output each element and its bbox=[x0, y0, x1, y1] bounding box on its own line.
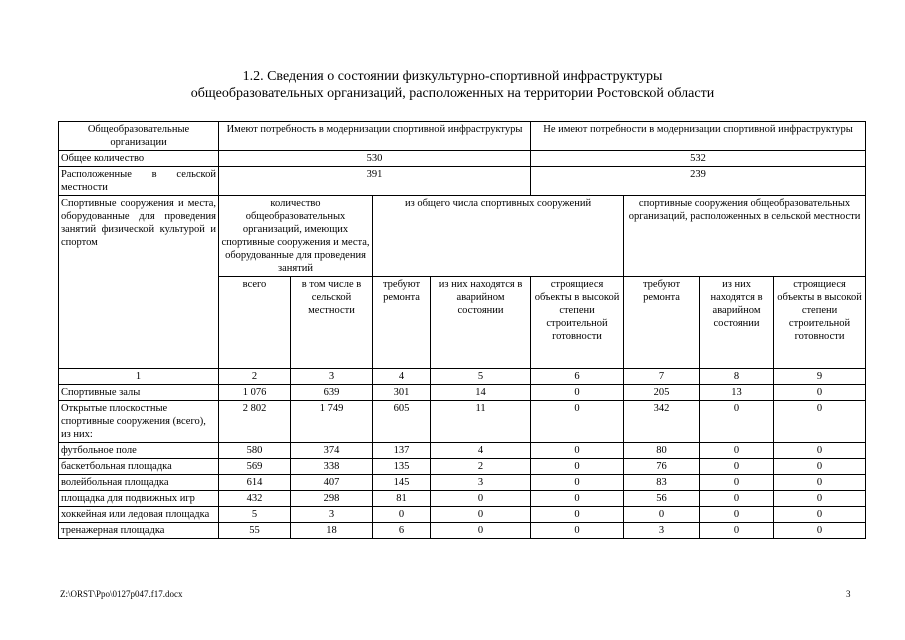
row-label-cell: футбольное поле bbox=[59, 443, 219, 459]
rural-group-cell: спортивные сооружения общеобразовательных организаций, расположенных в сельской местности bbox=[624, 196, 866, 277]
subheader-cell: строящиеся объекты в высокой степени строительной готовности bbox=[531, 277, 624, 369]
table-row bbox=[59, 401, 866, 443]
subheader-cell: всего bbox=[219, 277, 291, 369]
row-label-cell: тренажерная площадка bbox=[59, 523, 219, 539]
subheader-cell: строящиеся объекты в высокой степени строительной готовности bbox=[774, 277, 866, 369]
value-cell: 135 bbox=[373, 459, 431, 475]
value-cell: 0 bbox=[774, 385, 866, 401]
column-number: 6 bbox=[531, 369, 624, 385]
value-cell: 0 bbox=[531, 507, 624, 523]
table-row bbox=[59, 507, 866, 523]
table-row bbox=[59, 122, 866, 151]
table-row bbox=[59, 167, 866, 196]
rural-need-cell: 391 bbox=[219, 167, 531, 196]
value-cell: 137 bbox=[373, 443, 431, 459]
value-cell: 298 bbox=[291, 491, 373, 507]
value-cell: 374 bbox=[291, 443, 373, 459]
table-row bbox=[59, 523, 866, 539]
value-cell: 342 bbox=[624, 401, 700, 443]
value-cell: 0 bbox=[700, 459, 774, 475]
value-cell: 81 bbox=[373, 491, 431, 507]
value-cell: 0 bbox=[531, 385, 624, 401]
value-cell: 614 bbox=[219, 475, 291, 491]
column-number: 3 bbox=[291, 369, 373, 385]
value-cell: 2 bbox=[431, 459, 531, 475]
value-cell: 5 bbox=[219, 507, 291, 523]
title-line-2: общеобразовательных организаций, расположенных на территории Ростовской области bbox=[190, 86, 715, 101]
total-noneed-cell: 532 bbox=[531, 151, 866, 167]
table-row bbox=[59, 443, 866, 459]
column-number: 5 bbox=[431, 369, 531, 385]
subheader-cell: в том числе в сельской местности bbox=[291, 277, 373, 369]
table-row bbox=[59, 475, 866, 491]
data-rows bbox=[59, 385, 866, 539]
value-cell: 0 bbox=[531, 491, 624, 507]
value-cell: 0 bbox=[431, 507, 531, 523]
value-cell: 18 bbox=[291, 523, 373, 539]
value-cell: 6 bbox=[373, 523, 431, 539]
infrastructure-table bbox=[58, 121, 866, 539]
value-cell: 3 bbox=[431, 475, 531, 491]
value-cell: 0 bbox=[531, 475, 624, 491]
value-cell: 407 bbox=[291, 475, 373, 491]
page-title bbox=[60, 68, 845, 102]
subheader-cell: требуют ремонта bbox=[373, 277, 431, 369]
value-cell: 0 bbox=[774, 401, 866, 443]
value-cell: 0 bbox=[700, 491, 774, 507]
value-cell: 569 bbox=[219, 459, 291, 475]
value-cell: 14 bbox=[431, 385, 531, 401]
value-cell: 4 bbox=[431, 443, 531, 459]
row-label-cell: хоккейная или ледовая площадка bbox=[59, 507, 219, 523]
column-number: 2 bbox=[219, 369, 291, 385]
column-number: 8 bbox=[700, 369, 774, 385]
row-label-cell: Открытые плоскостные спортивные сооружения (всего), из них: bbox=[59, 401, 219, 443]
value-cell: 0 bbox=[624, 507, 700, 523]
value-cell: 0 bbox=[774, 491, 866, 507]
value-cell: 13 bbox=[700, 385, 774, 401]
value-cell: 0 bbox=[700, 507, 774, 523]
subheader-cell: из них находятся в аварийном состоянии bbox=[700, 277, 774, 369]
value-cell: 580 bbox=[219, 443, 291, 459]
row-label-cell: Спортивные залы bbox=[59, 385, 219, 401]
value-cell: 0 bbox=[700, 523, 774, 539]
table-row bbox=[59, 385, 866, 401]
org-label-cell: Общеобразовательные организации bbox=[59, 122, 219, 151]
value-cell: 1 076 bbox=[219, 385, 291, 401]
value-cell: 1 749 bbox=[291, 401, 373, 443]
value-cell: 3 bbox=[624, 523, 700, 539]
value-cell: 0 bbox=[531, 401, 624, 443]
value-cell: 83 bbox=[624, 475, 700, 491]
page-number: 3 bbox=[846, 589, 851, 599]
table-row bbox=[59, 491, 866, 507]
value-cell: 0 bbox=[373, 507, 431, 523]
subheader-cell: из них находятся в аварийном состоянии bbox=[431, 277, 531, 369]
value-cell: 0 bbox=[431, 491, 531, 507]
value-cell: 0 bbox=[774, 523, 866, 539]
table-row bbox=[59, 459, 866, 475]
subheader-cell: требуют ремонта bbox=[624, 277, 700, 369]
value-cell: 0 bbox=[431, 523, 531, 539]
value-cell: 338 bbox=[291, 459, 373, 475]
title-line-1: 1.2. Сведения о состоянии физкультурно-спортивной инфраструктуры bbox=[242, 69, 663, 84]
table-row bbox=[59, 196, 866, 277]
column-number-row bbox=[59, 369, 866, 385]
value-cell: 605 bbox=[373, 401, 431, 443]
rural-label-cell: Расположенные в сельской местности bbox=[59, 167, 219, 196]
value-cell: 3 bbox=[291, 507, 373, 523]
column-number: 1 bbox=[59, 369, 219, 385]
rural-noneed-cell: 239 bbox=[531, 167, 866, 196]
value-cell: 639 bbox=[291, 385, 373, 401]
value-cell: 0 bbox=[700, 443, 774, 459]
noneed-header-cell: Не имеют потребности в модернизации спортивной инфраструктуры bbox=[531, 122, 866, 151]
footer-file-path: Z:\ORST\Ppo\0127p047.f17.docx bbox=[60, 589, 183, 599]
row-label-cell: волейбольная площадка bbox=[59, 475, 219, 491]
value-cell: 0 bbox=[774, 459, 866, 475]
value-cell: 55 bbox=[219, 523, 291, 539]
value-cell: 0 bbox=[774, 507, 866, 523]
value-cell: 56 bbox=[624, 491, 700, 507]
facilities-label-cell: Спортивные сооружения и места, оборудованные для проведения занятий физической культурой и спортом bbox=[59, 196, 219, 369]
value-cell: 301 bbox=[373, 385, 431, 401]
column-number: 4 bbox=[373, 369, 431, 385]
total-need-cell: 530 bbox=[219, 151, 531, 167]
value-cell: 76 bbox=[624, 459, 700, 475]
column-number: 7 bbox=[624, 369, 700, 385]
row-label-cell: баскетбольная площадка bbox=[59, 459, 219, 475]
value-cell: 80 bbox=[624, 443, 700, 459]
table-row bbox=[59, 151, 866, 167]
column-number: 9 bbox=[774, 369, 866, 385]
value-cell: 2 802 bbox=[219, 401, 291, 443]
value-cell: 0 bbox=[531, 443, 624, 459]
value-cell: 0 bbox=[774, 475, 866, 491]
value-cell: 205 bbox=[624, 385, 700, 401]
of-total-group-cell: из общего числа спортивных сооружений bbox=[373, 196, 624, 277]
total-label-cell: Общее количество bbox=[59, 151, 219, 167]
count-group-cell: количество общеобразовательных организаций, имеющих спортивные сооружения и места, оборудованные для проведения занятий bbox=[219, 196, 373, 277]
value-cell: 0 bbox=[700, 401, 774, 443]
value-cell: 432 bbox=[219, 491, 291, 507]
value-cell: 0 bbox=[531, 459, 624, 475]
value-cell: 0 bbox=[531, 523, 624, 539]
value-cell: 0 bbox=[700, 475, 774, 491]
value-cell: 0 bbox=[774, 443, 866, 459]
row-label-cell: площадка для подвижных игр bbox=[59, 491, 219, 507]
value-cell: 11 bbox=[431, 401, 531, 443]
value-cell: 145 bbox=[373, 475, 431, 491]
need-header-cell: Имеют потребность в модернизации спортивной инфраструктуры bbox=[219, 122, 531, 151]
